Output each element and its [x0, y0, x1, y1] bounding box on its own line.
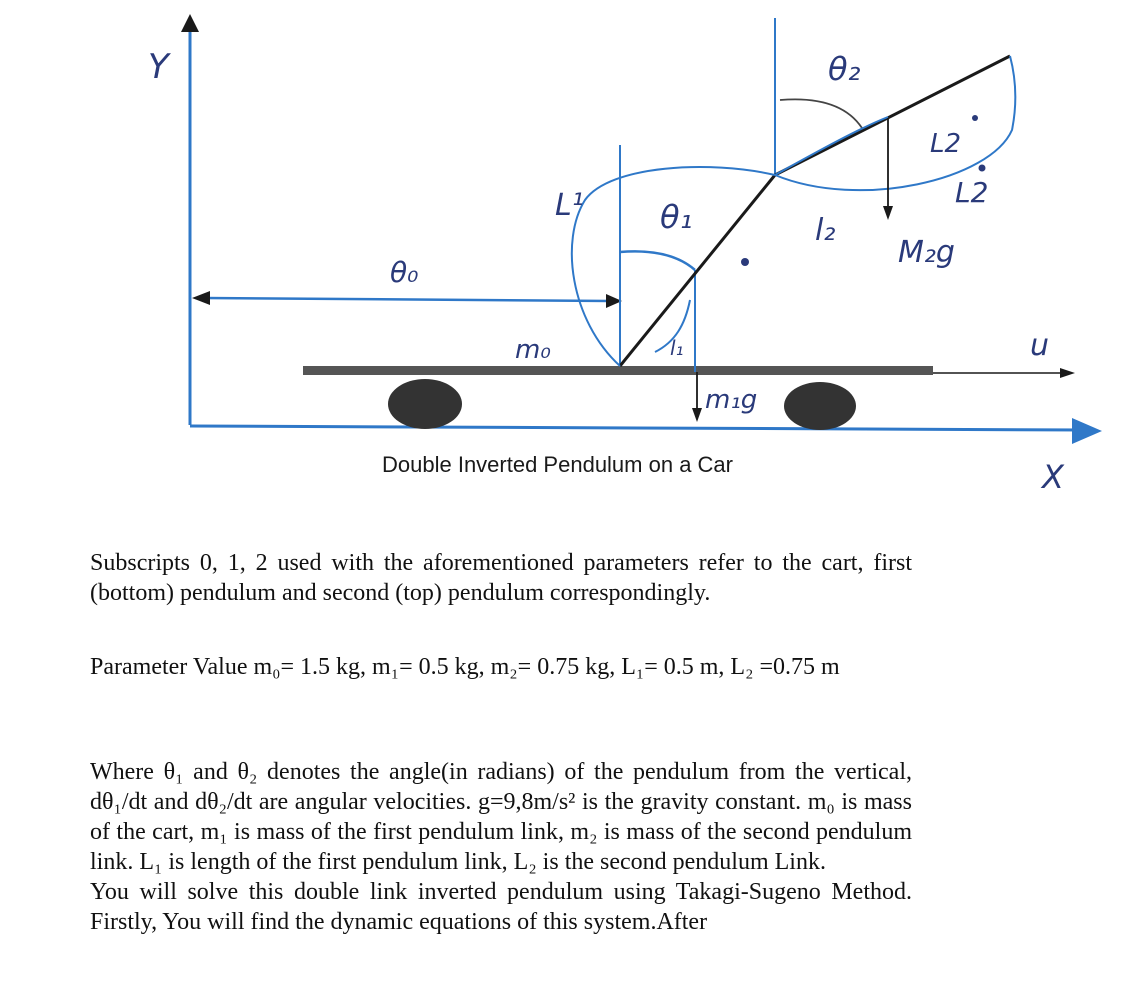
parameters-text: Parameter Value m₀= 1.5 kg, m₁= 0.5 kg, m₂= 0.75 kg, L₁= 0.5 m, L₂ =0.75 m: [90, 654, 840, 680]
label-x-axis: X: [1042, 458, 1064, 496]
paragraph-parameters: [90, 652, 912, 682]
label-u: u: [1030, 328, 1050, 363]
figure-caption: Double Inverted Pendulum on a Car: [382, 452, 733, 477]
cart-position-arrow: [205, 298, 610, 301]
x-axis-arrow: [1072, 418, 1102, 444]
label-m2g: M₂g: [898, 235, 955, 270]
label-l1-small: l₁: [670, 336, 684, 360]
label-m0: m₀: [515, 335, 551, 365]
where-text: Where θ₁ and θ₂ denotes the angle(in radians) of the pendulum from the vertical, dθ₁/dt and dθ₂/dt are angular velocities. g=9,8m/s² is the gravity constant. m₀ is mass of the cart, m₁ is mass of the first pendulum link, m₂ is mass of the second pendulum link. L₁ is length of the first pendulum link, L₂ is the second pendulum Link.: [90, 759, 912, 875]
force-u-arrowhead: [1060, 368, 1075, 378]
label-L2-upper: L2: [930, 129, 962, 159]
label-l2: l₂: [815, 213, 836, 248]
center-dot-2: [979, 165, 986, 172]
label-theta1: θ₁: [660, 198, 693, 236]
cart-position-arrowhead-left: [192, 291, 210, 305]
theta1-arc: [620, 251, 695, 270]
theta2-arc: [780, 99, 862, 128]
solve-text: You will solve this double link inverted pendulum using Takagi-Sugeno Method. Firstly, You will find the dynamic equations of this system.After: [90, 879, 912, 935]
label-y-axis: Y: [148, 47, 169, 87]
label-theta0: θ₀: [390, 256, 419, 289]
cart-wheel-left: [388, 379, 462, 429]
gravity-m2g-arrowhead: [883, 206, 893, 220]
subscripts-text: Subscripts 0, 1, 2 used with the aforementioned parameters refer to the cart, first (bottom) pendulum and second (top) pendulum correspondingly.: [90, 550, 912, 606]
label-theta2: θ₂: [828, 50, 861, 88]
paragraph-definitions: [90, 757, 912, 937]
center-dot-3: [972, 115, 978, 121]
label-L2-lower: L2: [955, 176, 989, 209]
paragraph-subscripts: [90, 548, 912, 608]
gravity-m1g-arrowhead: [692, 408, 702, 422]
cart-platform: [303, 366, 933, 375]
y-axis-arrow: [181, 14, 199, 32]
x-axis: [190, 426, 1085, 430]
label-L1-curve: L¹: [555, 188, 584, 223]
cart-wheel-right: [784, 382, 856, 430]
center-dot-1: [741, 258, 749, 266]
pendulum-link-1: [620, 175, 775, 366]
label-m1g: m₁g: [705, 385, 758, 415]
